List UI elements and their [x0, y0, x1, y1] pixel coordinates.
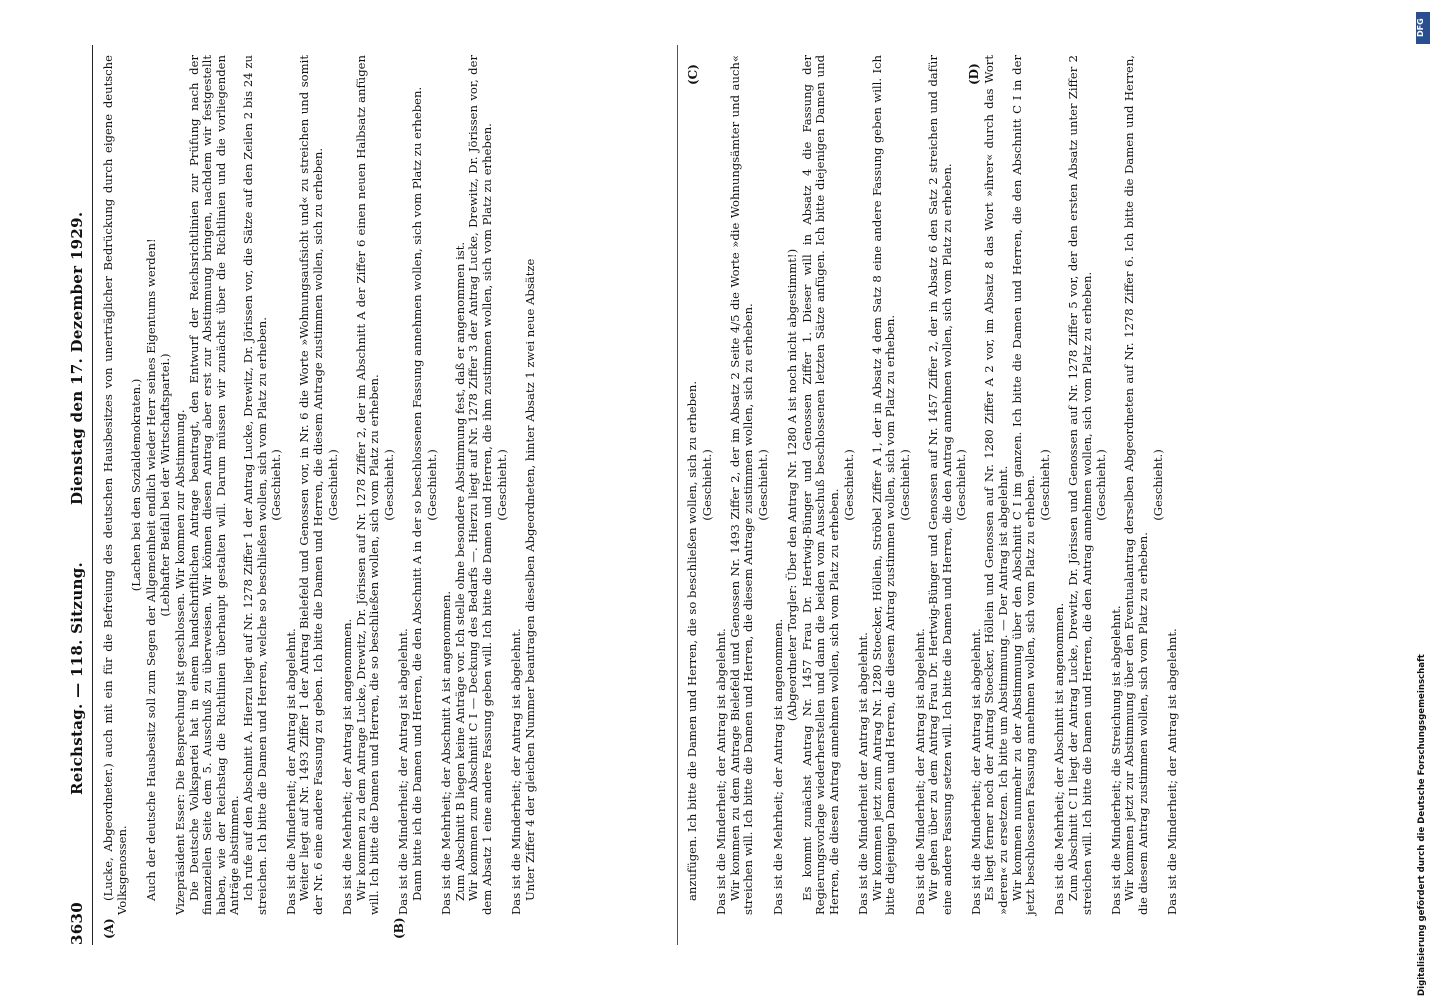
paragraph: Ich rufe auf den Abschnitt A. Hierzu liegt auf Nr. 1278 Ziffer 1 der Antrag Lucke, Drewitz, Dr. Jörissen vor, die Sätze auf den Zeilen 2 bis 24 zu streichen. Ich bitte die Damen und Herren, welche so beschließen wollen, sich vom Platz zu erheben.	[240, 55, 269, 915]
paragraph: Das ist die Minderheit; der Antrag ist abgelehnt.	[1165, 628, 1180, 915]
paragraph: Vizepräsident Esser: Die Besprechung ist geschlossen. Wir kommen zur Abstimmung.	[172, 409, 187, 915]
paragraph: Das ist die Minderheit; der Antrag ist abgelehnt.	[509, 628, 524, 915]
paragraph: Es kommt zunächst Antrag Nr. 1457 Frau Dr. Hertwig-Bünger und Genossen Ziffer 1. Dieser will in Absatz 4 die Fassung der Regierungsvorlage wiederherstellen und dann die beiden vom Ausschuß beschlossenen letzten Sätze anfügen. Ich bitte diejenigen Damen und Herren, die diesen Antrag annehmen wollen, sich vom Platz zu erheben.	[799, 55, 841, 915]
stage-direction: (Geschieht.)	[424, 449, 439, 521]
stage-direction: (Geschieht.)	[841, 449, 856, 521]
column-divider	[677, 45, 678, 945]
header-date: Dienstag den 17. Dezember 1929.	[68, 211, 86, 505]
paragraph: Unter Ziffer 4 der gleichen Nummer beantragen dieselben Abgeordneten, hinter Absatz 1 zwei neue Absätze	[522, 258, 537, 901]
paragraph: Wir kommen zum Abschnitt C I — Deckung des Bedarfs —. Hierzu liegt auf Nr. 1278 Ziffer 3 der Antrag Lucke, Drewitz, Dr. Jörissen vor, der dem Absatz 1 eine andere Fassung geben will. Ich bitte die Damen und Herren, die ihm zustimmen wollen, sich vom Platz zu erheben.	[466, 55, 495, 915]
paragraph: Das ist die Minderheit; der Antrag ist abgelehnt.	[968, 628, 983, 915]
page-number: 3630	[68, 902, 86, 945]
paragraph: Das ist die Minderheit; der Antrag ist abgelehnt.	[714, 628, 729, 915]
paragraph: Wir kommen zu dem Antrage Bielefeld und Genossen Nr. 1493 Ziffer 2, der im Absatz 2 Seite 4/5 die Worte »die Wohnungsämter und auch« streichen will. Ich bitte die Damen und Herren, die diesem Antrage zustimmen wollen, sich zu erheben.	[727, 55, 756, 915]
stage-direction: (Geschieht.)	[381, 449, 396, 521]
stage-direction: (Lachen bei den Sozialdemokraten.)	[129, 378, 144, 592]
stage-direction: (Geschieht.)	[954, 449, 969, 521]
paragraph: Das ist die Mehrheit; der Antrag ist angenommen.	[340, 618, 355, 915]
paragraph: Es liegt ferner noch der Antrag Stoecker, Höllein und Genossen auf Nr. 1280 Ziffer A 2 vor, im Absatz 8 das Wort »ihrer« durch das Wort »deren« zu ersetzen. Ich bitte um Abstimmung. — Der Antrag ist abgelehnt.	[982, 55, 1011, 915]
margin-mark-c: (C)	[686, 64, 700, 85]
paragraph: Wir gehen über zu dem Antrag Frau Dr. Hertwig-Bünger und Genossen auf Nr. 1457 Ziffer 2, der in Absatz 6 den Satz 2 streichen und dafür eine andere Fassung setzen will. Ich bitte die Damen und Herren, die den Antrag annehmen wollen, sich vom Platz zu erheben.	[926, 55, 954, 915]
paragraph: Das ist die Mehrheit; der Abschnitt ist angenommen.	[1052, 602, 1067, 915]
stage-direction: (Geschieht.)	[1094, 449, 1109, 521]
stage-direction: (Geschieht.)	[699, 449, 714, 521]
paragraph: Wir kommen zu dem Antrage Lucke, Drewitz, Dr. Jörissen auf Nr. 1278 Ziffer 2, der im Abschnitt A der Ziffer 6 einen neuen Halbsatz anfügen will. Ich bitte die Damen und Herren, die so beschließen wollen, sich vom Platz zu erheben.	[353, 55, 382, 915]
digitization-credit	[1415, 6, 1431, 994]
stage-direction: (Geschieht.)	[1150, 449, 1165, 521]
paragraph: Wir kommen jetzt zur Abstimmung über den Eventualantrag derselben Abgeordneten auf Nr. 1278 Ziffer 6. Ich bitte die Damen und Herren, die diesem Antrag zustimmen wollen, sich vom Platz zu erheben.	[1122, 55, 1150, 915]
paragraph: Auch der deutsche Hausbesitz soll zum Segen der Allgemeinheit endlich wieder Herr seines Eigentums werden!	[143, 238, 158, 901]
paragraph: Das ist die Minderheit; der Antrag ist abgelehnt.	[912, 628, 927, 915]
document-page	[62, 45, 1332, 945]
paragraph: Das ist die Mehrheit; der Abschnitt A ist angenommen.	[439, 590, 454, 915]
stage-direction: (Lebhafter Beifall bei der Wirtschaftspartei.)	[158, 353, 173, 617]
paragraph: Das ist die Minderheit; der Antrag ist abgelehnt.	[283, 628, 298, 915]
left-column	[102, 55, 672, 915]
stage-direction: (Geschieht.)	[269, 449, 284, 521]
header-rule	[92, 45, 93, 945]
paragraph: Dann bitte ich die Damen und Herren, die den Abschnitt A in der so beschlossenen Fassung annehmen wollen, sich vom Platz zu erheben.	[410, 86, 425, 901]
running-header	[68, 45, 90, 945]
paragraph: Wir kommen jetzt zum Antrag Nr. 1280 Stoecker, Höllein, Ströbel Ziffer A 1, der in Absatz 4 dem Satz 8 eine andere Fassung geben will. Ich bitte diejenigen Damen und Herren, die diesem Antrag zustimmen wollen, sich vom Platz zu erheben.	[869, 55, 898, 915]
stage-direction: (Geschieht.)	[897, 449, 912, 521]
paragraph: Das ist die Minderheit; der Antrag ist abgelehnt.	[396, 628, 411, 915]
paragraph: anzufügen. Ich bitte die Damen und Herren, die so beschließen wollen, sich zu erheben.	[685, 380, 699, 901]
stage-direction: (Geschieht.)	[755, 449, 770, 521]
margin-mark-d: (D)	[967, 63, 981, 85]
stage-direction: (Abgeordneter Torgler: Über den Antrag Nr. 1280 A ist noch nicht abgestimmt!)	[785, 248, 800, 722]
stage-direction: (Geschieht.)	[325, 449, 340, 521]
credit-text: Digitalisierung gefördert durch die Deutsche Forschungsgemeinschaft	[1417, 654, 1427, 996]
paragraph: Weiter liegt auf Nr. 1493 Ziffer 1 der Antrag Bielefeld und Genossen vor, in Nr. 6 die Worte »Wohnungsaufsicht und« zu streichen und somit der Nr. 6 eine andere Fassung zu geben. Ich bitte die Damen und Herren, die diesem Antrage zustimmen wollen, sich zu erheben.	[297, 55, 325, 915]
paragraph: (Lucke, Abgeordneter.) auch mit ein für die Befreiung des deutschen Hausbesitzes von unerträglicher Bedrückung durch eigene deutsche Volksgenossen.	[101, 55, 129, 915]
stage-direction: (Geschieht.)	[1037, 449, 1052, 521]
header-title: Reichstag. — 118. Sitzung.	[68, 561, 86, 795]
paragraph: Die Deutsche Volkspartei hat in einem handschriftlichen Antrage beantragt, den Entwurf der Reichsrichtlinien zur Prüfung nach der finanziellen Seite dem 5. Ausschuß zu überweisen. Wir können diesen Antrag aber erst zur Abstimmung bringen, nachdem wir festgestellt haben, wie der Reichstag die Richtlinien überhaupt gestalten will. Darum müssen wir zunächst über die Richtlinien und die vorliegenden Anträge abstimmen.	[186, 55, 242, 915]
dfg-logo: DFG	[1416, 12, 1430, 44]
paragraph: Das ist die Minderheit; die Streichung ist abgelehnt.	[1108, 605, 1123, 915]
paragraph: Das ist die Minderheit der Antrag ist abgelehnt.	[856, 632, 871, 915]
right-column	[686, 55, 1246, 915]
margin-mark-a: (A)	[102, 918, 116, 939]
paragraph: Das ist die Mehrheit; der Antrag ist angenommen.	[770, 618, 785, 915]
margin-mark-b: (B)	[392, 917, 406, 939]
paragraph: Wir kommen nunmehr zu der Abstimmung über den Abschnitt C I im ganzen. Ich bitte die Damen und Herren, die den Abschnitt C I in der jetzt beschlossenen Fassung annehmen wollen, sich vom Platz zu erheben.	[1009, 55, 1038, 915]
stage-direction: (Geschieht.)	[494, 449, 509, 521]
paragraph: Zum Abschnitt B liegen keine Anträge vor. Ich stelle ohne besondere Abstimmung fest, daß er angenommen ist.	[452, 241, 467, 901]
paragraph: Zum Abschnitt C II liegt der Antrag Lucke, Drewitz, Dr. Jörissen und Genossen auf Nr. 1278 Ziffer 5 vor, der den ersten Absatz unter Ziffer 2 streichen will. Ich bitte die Damen und Herren, die den Antrag annehmen wollen, sich vom Platz zu erheben.	[1066, 55, 1094, 915]
